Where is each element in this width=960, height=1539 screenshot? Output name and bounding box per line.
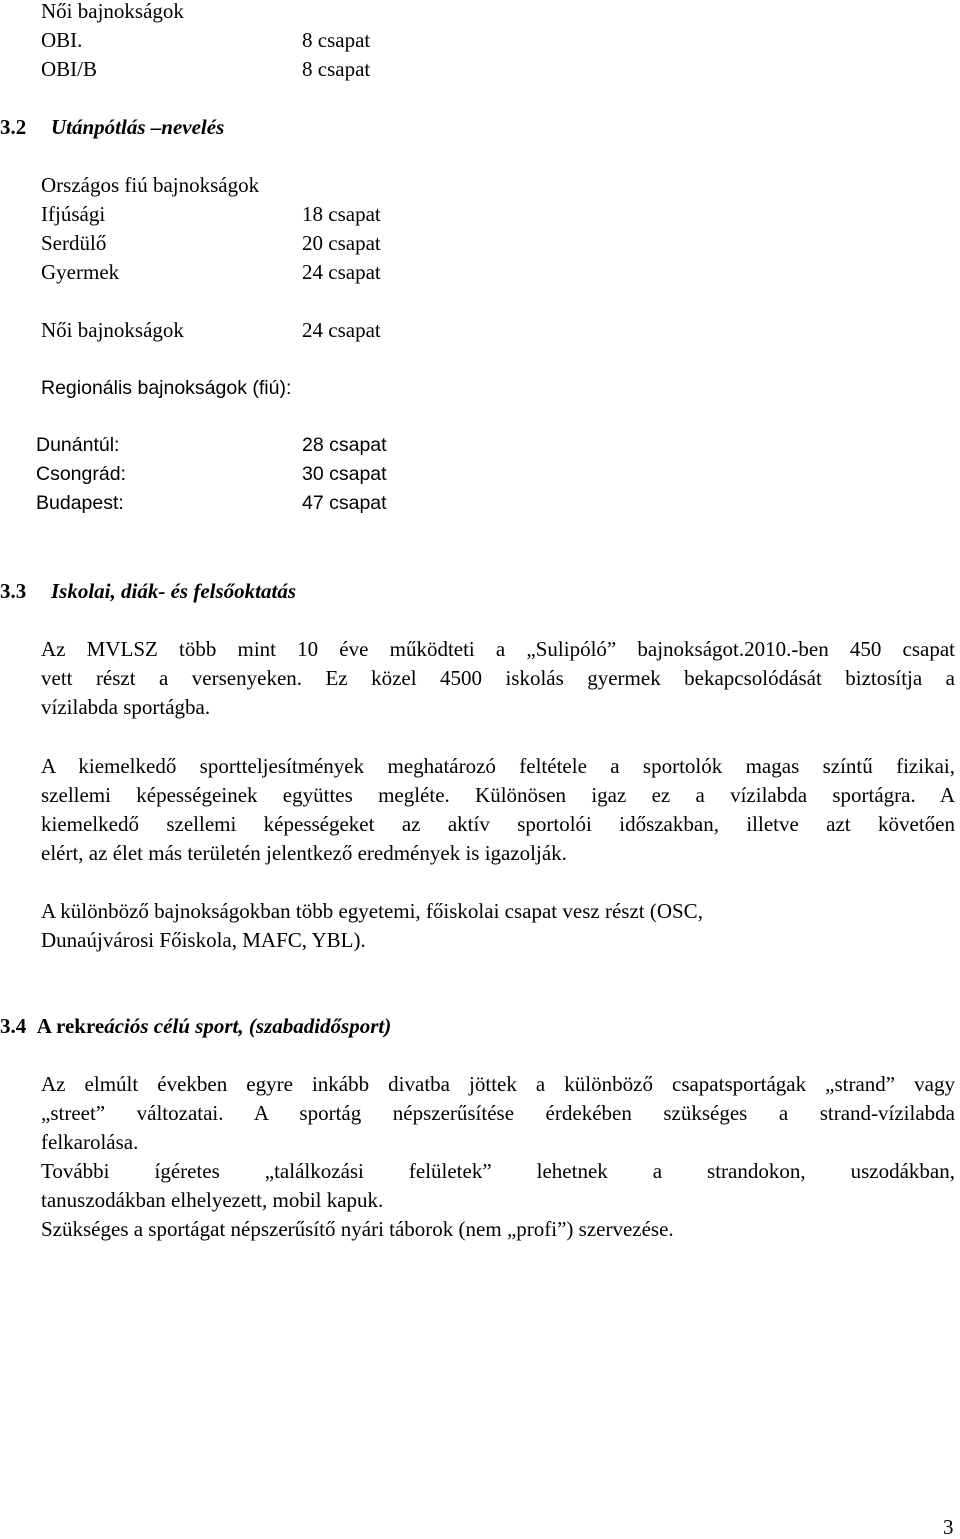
league-label: OBI/B	[41, 57, 98, 81]
paragraph-line: vett részt a versenyeken. Ez közel 4500 iskolás gyermek bekapcsolódását biztosítja a	[41, 666, 955, 690]
paragraph-line: Szükséges a sportágat népszerűsítő nyári táborok (nem „profi”) szervezése.	[41, 1217, 674, 1241]
region-value: 30 csapat	[302, 463, 387, 485]
boys-heading: Országos fiú bajnokságok	[41, 173, 260, 197]
league-value: 20 csapat	[302, 231, 381, 255]
section-title-part: A rekre	[36, 1014, 105, 1038]
league-value: 24 csapat	[302, 260, 381, 284]
section-title: Utánpótlás –nevelés	[51, 115, 225, 139]
section-title	[0, 1016, 391, 1037]
section-number: 3.3	[0, 579, 27, 603]
region-label: Csongrád:	[36, 463, 126, 485]
paragraph-line: elért, az élet más területén jelentkező eredmények is igazolják.	[41, 841, 567, 865]
league-label: Gyermek	[41, 260, 120, 284]
league-value: 8 csapat	[302, 57, 371, 81]
paragraph-line: tanuszodákban elhelyezett, mobil kapuk.	[41, 1188, 384, 1212]
paragraph-line: felkarolása.	[41, 1130, 139, 1154]
paragraph-line: További ígéretes „találkozási felületek” lehetnek a strandokon, uszodákban,	[41, 1159, 955, 1183]
paragraph-line: vízilabda sportágba.	[41, 695, 211, 719]
paragraph-line: A kiemelkedő sportteljesítmények meghatározó feltétele a sportolók magas színtű fizikai,	[41, 754, 955, 778]
paragraph-line: „street” változatai. A sportág népszerűsítése érdekében szükséges a strand-vízilabda	[41, 1101, 955, 1125]
region-value: 28 csapat	[302, 434, 387, 456]
league-label: Női bajnokságok	[41, 318, 184, 342]
league-value: 8 csapat	[302, 28, 371, 52]
league-label: Ifjúsági	[41, 202, 106, 226]
region-value: 47 csapat	[302, 492, 387, 514]
region-label: Budapest:	[36, 492, 124, 514]
regional-heading: Regionális bajnokságok (fiú):	[41, 377, 292, 399]
paragraph-line: szellemi képességeinek együttes megléte. Különösen igaz ez a vízilabda sportágra. A	[41, 783, 955, 807]
league-value: 24 csapat	[302, 318, 381, 342]
section-number: 3.4	[0, 1014, 27, 1038]
league-label: OBI.	[41, 28, 83, 52]
section-title-part: ációs célú sport, (szabadidősport)	[104, 1014, 392, 1038]
section-title: Iskolai, diák- és felsőoktatás	[51, 579, 296, 603]
paragraph-line: kiemelkedő szellemi képességeket az aktív sportolói időszakban, illetve azt követően	[41, 812, 955, 836]
league-value: 18 csapat	[302, 202, 381, 226]
paragraph-line: A különböző bajnokságokban több egyetemi, főiskolai csapat vesz részt (OSC,	[41, 899, 703, 923]
region-label: Dunántúl:	[36, 434, 120, 456]
page-number: 3	[943, 1515, 954, 1539]
section-number: 3.2	[0, 115, 27, 139]
paragraph-line: Dunaújvárosi Főiskola, MAFC, YBL).	[41, 928, 366, 952]
league-label: Serdülő	[41, 231, 107, 255]
women-leagues-heading: Női bajnokságok	[41, 0, 184, 23]
paragraph-line: Az MVLSZ több mint 10 éve működteti a „Sulipóló” bajnokságot.2010.-ben 450 csapat	[41, 637, 955, 661]
paragraph-line: Az elmúlt években egyre inkább divatba jöttek a különböző csapatsportágak „strand” vagy	[41, 1072, 955, 1096]
